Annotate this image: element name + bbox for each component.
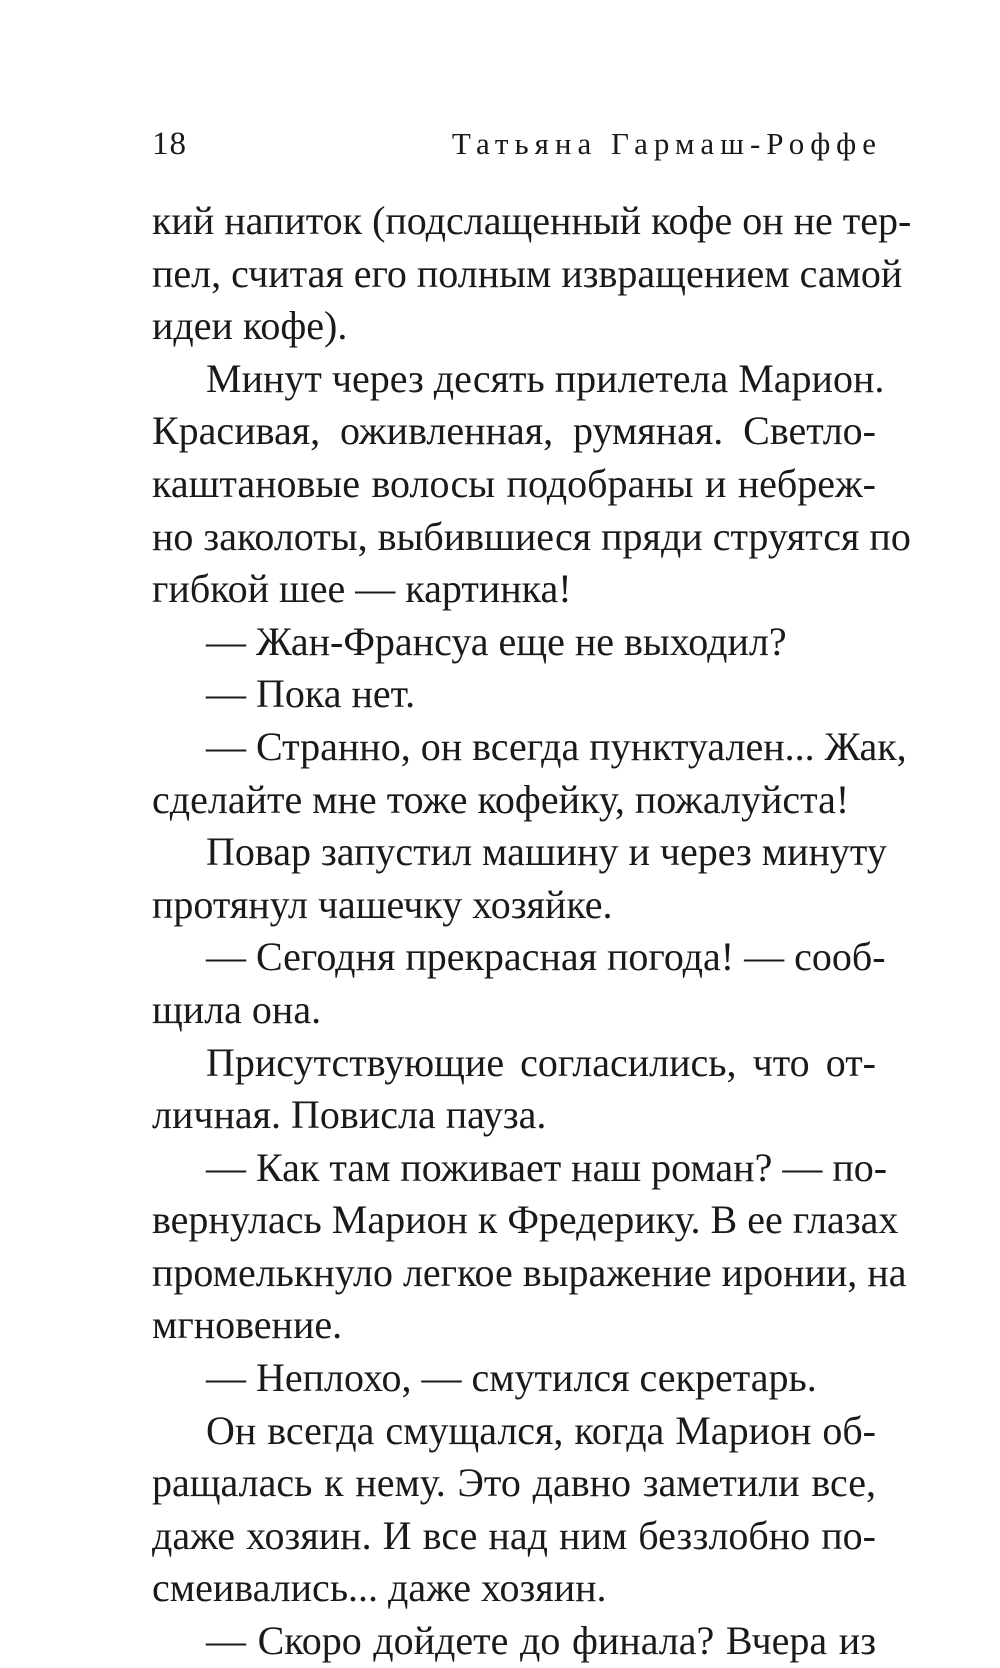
text-line: — Сегодня прекрасная погода! — сооб-: [206, 934, 886, 980]
text-line: — Неплохо, — смутился секретарь.: [206, 1355, 817, 1401]
text-line: Красивая, оживленная, румяная. Светло-: [152, 408, 876, 454]
text-line: — Пока нет.: [206, 671, 416, 717]
text-line: щила она.: [152, 986, 322, 1032]
text-line: личная. Повисла пауза.: [152, 1092, 547, 1138]
text-line: смеивались... даже хозяин.: [152, 1565, 607, 1611]
text-line: промелькнуло легкое выражение иронии, на: [152, 1249, 907, 1295]
text-line: — Как там поживает наш роман? — по-: [206, 1144, 888, 1190]
text-line: даже хозяин. И все над ним беззлобно по-: [152, 1512, 876, 1558]
text-line: — Скоро дойдете до финала? Вчера из: [206, 1618, 876, 1664]
body-text: [152, 195, 912, 1668]
text-line: — Странно, он всегда пунктуален... Жак,: [206, 723, 907, 769]
text-line: Повар запустил машину и через минуту: [206, 829, 887, 875]
text-line: но заколоты, выбившиеся пряди струятся по: [152, 513, 911, 559]
text-line: мгновение.: [152, 1302, 343, 1348]
text-line: вернулась Марион к Фредерику. В ее глазах: [152, 1197, 899, 1243]
text-line: Присутствующие согласились, что от-: [206, 1039, 876, 1085]
text-line: Он всегда смущался, когда Марион об-: [206, 1407, 876, 1453]
running-head: [152, 124, 882, 164]
text-line: — Жан-Франсуа еще не выходил?: [206, 618, 787, 664]
page-number: 18: [152, 126, 187, 162]
text-line: сделайте мне тоже кофейку, пожалуйста!: [152, 776, 850, 822]
text-line: идеи кофе).: [152, 303, 348, 349]
running-title: Татьяна Гармаш-Роффе: [451, 126, 882, 161]
text-line: каштановые волосы подобраны и небреж-: [152, 460, 876, 506]
text-line: гибкой шее — картинка!: [152, 566, 572, 612]
text-line: протянул чашечку хозяйке.: [152, 881, 613, 927]
text-line: Минут через десять прилетела Марион.: [206, 355, 885, 401]
text-line: пел, считая его полным извращением самой: [152, 250, 903, 296]
text-line: ращалась к нему. Это давно заметили все,: [152, 1460, 876, 1506]
text-line: кий напиток (подслащенный кофе он не тер-: [152, 198, 912, 243]
